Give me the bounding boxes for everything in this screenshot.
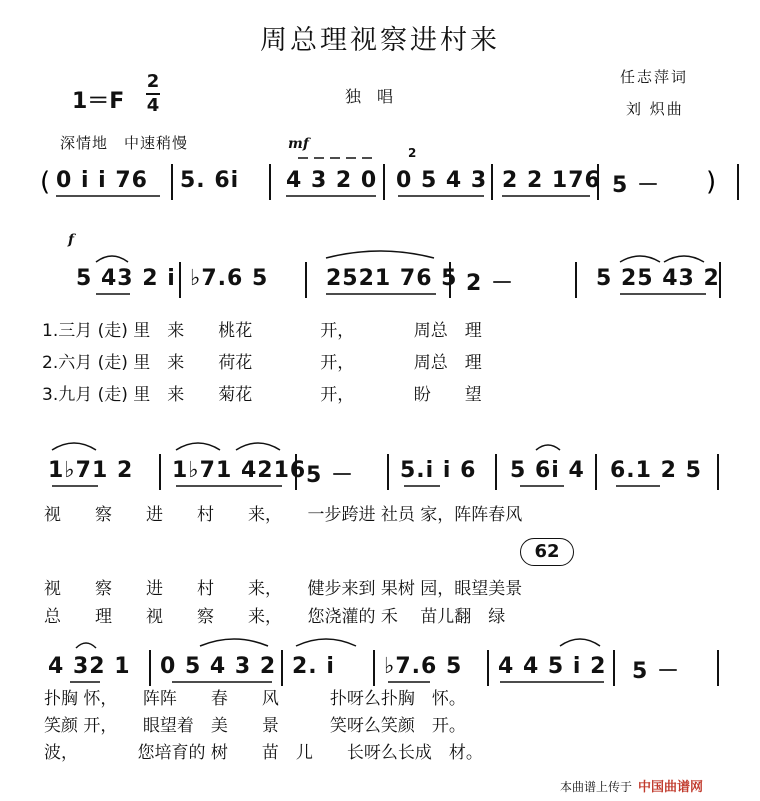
page-title: 周总理视察进村来 xyxy=(260,25,500,56)
slur xyxy=(236,443,280,450)
lyric-line: 笑颜 开， 眼望着 美 景 笑呀么笑颜 开。 xyxy=(44,716,466,736)
lyrics-block-3 xyxy=(44,684,483,765)
circled-note: 62 xyxy=(520,538,574,566)
dynamic-f: f xyxy=(68,232,75,248)
slur xyxy=(200,639,268,646)
lyric-line: 波， 您培育的 树 苗 儿 长呀么长成 材。 xyxy=(44,743,483,763)
slur xyxy=(96,256,128,262)
measure: 5.i i 6 xyxy=(400,458,477,483)
measure: 0 5 4 3 2 xyxy=(160,654,277,679)
slur xyxy=(176,443,220,450)
lyric-line: 扑胸 怀， 阵阵 春 风 扑呀么扑胸 怀。 xyxy=(44,689,466,709)
time-signature-bottom: 4 xyxy=(146,95,160,116)
slur xyxy=(560,639,600,646)
measure: 5 43 2 i xyxy=(76,266,176,291)
dynamic-mf: mf xyxy=(288,136,309,152)
measure: 1♭71 4216 xyxy=(172,458,307,483)
measure: 6.1 2 5 xyxy=(610,458,702,483)
repeat-close-paren: ) xyxy=(706,167,717,197)
lyric-line: 视 察 进 村 来， 一步跨进 社员 家，阵阵春风 xyxy=(44,505,523,525)
slur xyxy=(296,639,356,646)
measure: 2 2 176 xyxy=(502,168,601,193)
slur xyxy=(76,643,96,648)
lyricist-credit: 任志萍词 xyxy=(620,68,689,86)
measure: ♭7.6 5 xyxy=(190,266,269,291)
measure: 5. 6i xyxy=(180,168,240,193)
lyric-line: 1.三月 (走) 里 来 桃花 开， 周总 理 xyxy=(42,321,482,341)
measure: 5 － xyxy=(632,659,680,684)
measure: 4 4 5 i 2 xyxy=(498,654,607,679)
time-signature xyxy=(146,72,160,116)
measure: 1♭71 2 xyxy=(48,458,134,483)
slur xyxy=(620,256,660,262)
music-line-2 xyxy=(0,248,760,308)
slur xyxy=(52,443,96,450)
footer xyxy=(560,776,703,795)
lyrics-block-2-first xyxy=(44,500,522,525)
lyric-line: 3.九月 (走) 里 来 菊花 开， 盼 望 xyxy=(42,385,482,405)
measure: 5 6i 4 xyxy=(510,458,585,483)
slur xyxy=(664,256,704,262)
lyric-line: 视 察 进 村 来， 健步来到 果树 园，眼望美景 xyxy=(44,579,523,599)
lyrics-block-1 xyxy=(42,316,482,412)
tempo-marking: 深情地 中速稍慢 xyxy=(60,134,189,152)
time-signature-top: 2 xyxy=(146,71,160,92)
measure: 4 3 2 0 xyxy=(286,168,378,193)
lyrics-block-2-rest xyxy=(44,574,522,630)
footer-brand-link[interactable]: 中国曲谱网 xyxy=(638,780,704,795)
measure: 2 － xyxy=(466,271,514,296)
repeat-open-paren: ( xyxy=(40,167,51,197)
music-line-1 xyxy=(0,146,760,210)
slur xyxy=(536,445,560,450)
measure: 0 5 4 3 xyxy=(396,168,488,193)
key-signature: 1＝F xyxy=(72,89,125,114)
music-line-3 xyxy=(0,440,760,500)
measure: 5 － xyxy=(612,173,660,198)
verse-mark: 2 xyxy=(408,146,417,160)
lyric-line: 2.六月 (走) 里 来 荷花 开， 周总 理 xyxy=(42,353,482,373)
footer-text: 本曲谱上传于 xyxy=(560,780,633,794)
performance-mode: 独唱 xyxy=(345,87,410,106)
measure: 2521 76 5 xyxy=(326,266,458,291)
composer-credit: 刘 炽曲 xyxy=(626,100,684,118)
measure: 4 32 1 xyxy=(48,654,131,679)
measure: 0 i i 76 xyxy=(56,168,148,193)
slur xyxy=(326,251,434,258)
measure: 5 － xyxy=(306,463,354,488)
measure: 2. i xyxy=(292,654,335,679)
lyric-line: 总 理 视 察 来， 您浇灌的 禾 苗儿翻 绿 xyxy=(44,607,506,627)
measure: ♭7.6 5 xyxy=(384,654,463,679)
measure: 5 25 43 2 xyxy=(596,266,720,291)
